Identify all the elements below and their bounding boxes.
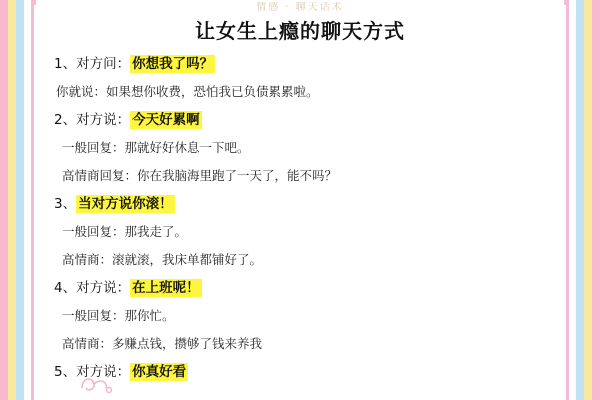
qa-question-1-highlight: 你想我了吗？	[132, 56, 214, 72]
border-stripe-left-inner-pink	[31, 0, 34, 400]
qa-question-5-highlight: 你真好看	[132, 364, 187, 380]
border-stripe-right-blue	[576, 0, 584, 400]
border-stripe-right-white	[568, 0, 576, 400]
qa-question-5-prefix: 5、对方说：	[54, 364, 131, 380]
border-stripe-right-inner-pink	[566, 0, 569, 400]
qa-answer-4-2	[54, 334, 554, 353]
qa-answer-4-1-label: 一般回复：	[62, 308, 125, 323]
qa-answer-2-1-text: 那就好好休息一下吧。	[124, 140, 250, 155]
qa-question-3	[54, 194, 554, 214]
qa-question-2	[54, 110, 554, 130]
border-stripe-left-yellow	[8, 0, 16, 400]
qa-answer-4-1-text: 那你忙。	[124, 308, 175, 323]
qa-answer-3-1-text: 那我走了。	[124, 224, 188, 239]
qa-answer-3-2-label: 高情商：	[62, 252, 113, 267]
qa-answer-3-1-label: 一般回复：	[62, 224, 125, 239]
qa-answer-4-2-label: 高情商：	[62, 336, 113, 351]
border-stripe-left-pink	[0, 0, 8, 400]
document-content	[36, 0, 564, 400]
page-title: 让女生上瘾的聊天方式	[195, 19, 405, 43]
qa-question-2-prefix: 2、对方说：	[54, 112, 131, 128]
qa-question-2-highlight: 今天好累啊	[132, 112, 200, 128]
qa-question-4-highlight: 在上班呢！	[132, 280, 200, 296]
qa-answer-3-2	[54, 250, 554, 269]
flower-doodle-icon	[78, 366, 118, 396]
qa-list	[36, 54, 564, 382]
faint-header-text: 情感 · 聊天话术	[256, 2, 344, 13]
border-stripe-right-yellow	[584, 0, 592, 400]
qa-answer-1-1-label: 你就说：	[56, 84, 107, 99]
qa-question-1	[54, 54, 554, 74]
qa-answer-2-2-text: 你在我脑海里跑了一天了，能不吗？	[137, 168, 338, 183]
qa-answer-1-1-text: 如果想你收费，恐怕我已负债累累啦。	[106, 84, 319, 99]
qa-answer-2-1-label: 一般回复：	[62, 140, 125, 155]
qa-answer-4-1	[54, 306, 554, 325]
qa-question-1-prefix: 1、对方问：	[54, 56, 131, 72]
qa-question-3-highlight: 当对方说你滚！	[78, 196, 173, 212]
qa-question-4	[54, 278, 554, 298]
border-stripe-right-pink	[592, 0, 600, 400]
qa-question-5	[54, 362, 554, 382]
qa-answer-2-2-label: 高情商回复：	[62, 168, 138, 183]
qa-answer-1-1	[54, 82, 554, 101]
qa-answer-2-1	[54, 138, 554, 157]
qa-answer-3-2-text: 滚就滚，我床单都铺好了。	[112, 252, 263, 267]
qa-question-3-prefix: 3、	[54, 196, 77, 212]
qa-answer-2-2	[54, 166, 554, 185]
border-stripe-left-blue	[16, 0, 24, 400]
qa-answer-3-1	[54, 222, 554, 241]
qa-question-4-prefix: 4、对方说：	[54, 280, 131, 296]
qa-answer-4-2-text: 多赚点钱，攒够了钱来养我	[112, 336, 263, 351]
